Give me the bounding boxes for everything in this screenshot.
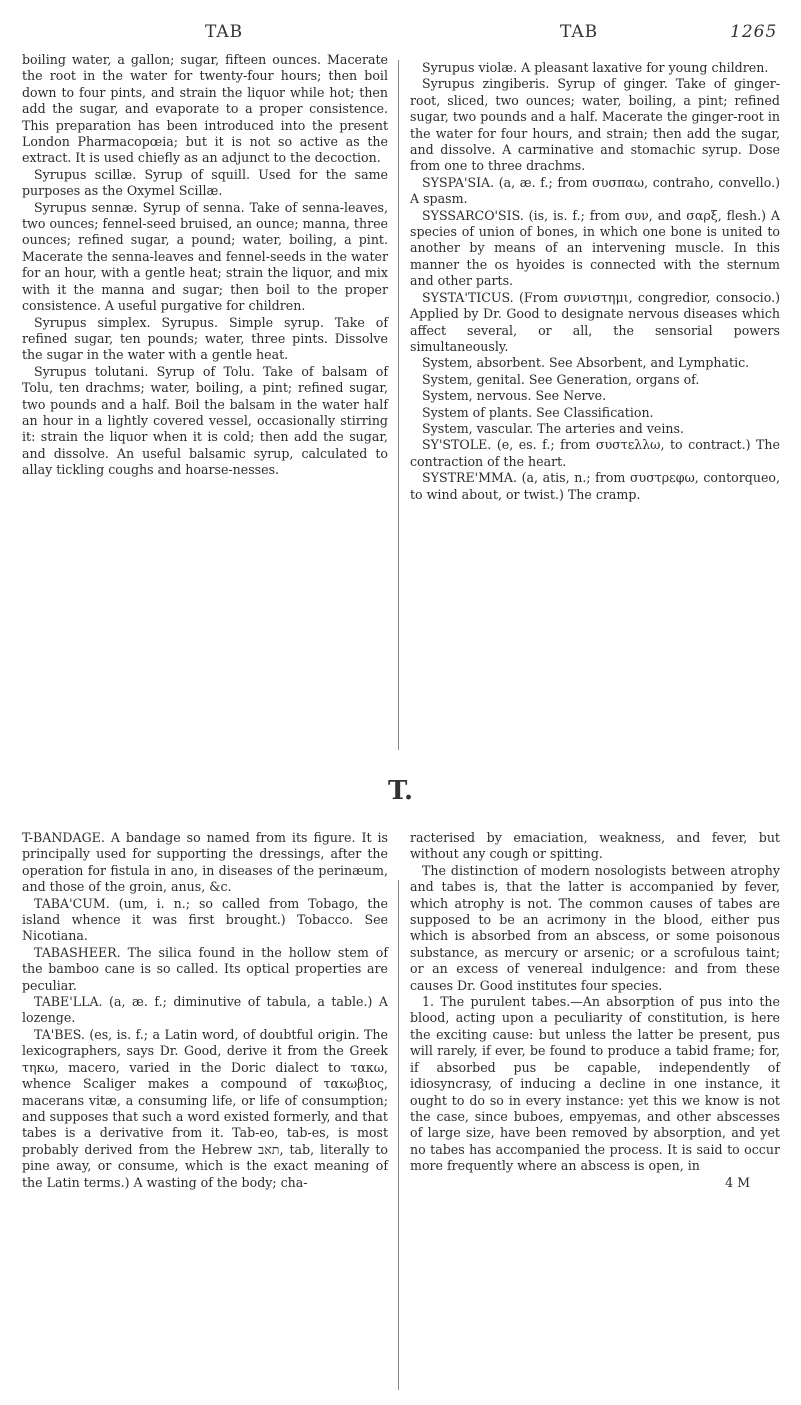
running-head-left: TAB [205,22,244,42]
entry-paragraph: TABA'CUM. (um, i. n.; so called from Tobago, the island whence it was first brought.) Tobacco. See Nicotiana. [22,895,388,944]
column-rule-bottom [398,880,399,1390]
entry-paragraph: SYSSARCO'SIS. (is, is. f.; from συν, and σαρξ, flesh.) A species of union of bones, in which one bone is united to another by means of an intervening muscle. In this manner the os hyoides is connected with the sternum and other parts. [410,207,780,289]
bottom-left-column [22,830,388,1191]
entry-paragraph: boiling water, a gallon; sugar, fifteen ounces. Macerate the root in the water for twenty-four hours; then boil down to four pints, and strain the liquor while hot; then add the sugar, and evaporate to a proper consistence. This preparation has been introduced into the present London Pharmacopœia; but it is not so active as the extract. It is used chiefly as an adjunct to the decoction. [22,52,388,166]
bottom-right-column [410,830,780,1191]
entry-paragraph: 1. The purulent tabes.—An absorption of pus into the blood, acting upon a peculiarity of constitution, is here the exciting cause: but unless the latter be present, pus will rarely, if ever, be found to produce a tabid frame; for, if absorbed pus be capable, independently of idiosyncrasy, of inducing a decline in one instance, it ought to do so in every instance: yet this we know is not the case, since buboes, empyemas, and other abscesses of large size, have been removed by absorption, and yet no tabes has accompanied the process. It is said to occur more frequently where an abscess is open, in [410,994,780,1174]
entry-paragraph: Syrupus simplex. Syrupus. Simple syrup. Take of refined sugar, ten pounds; water, three pints. Dissolve the sugar in the water with a gentle heat. [22,314,388,363]
entry-paragraph: TABASHEER. The silica found in the hollow stem of the bamboo cane is so called. Its optical properties are peculiar. [22,944,388,993]
entry-paragraph: TABE'LLA. (a, æ. f.; diminutive of tabula, a table.) A lozenge. [22,994,388,1026]
running-head-right: TAB [560,22,599,42]
entry-paragraph: Syrupus violæ. A pleasant laxative for young children. [422,60,769,75]
entry-paragraph: Syrupus zingiberis. Syrup of ginger. Take of ginger-root, sliced, two ounces; water, boiling, a pint; refined sugar, two pounds and a half. Macerate the ginger-root in the water for four hours, and strain; then add the sugar, and dissolve. A carminative and stomachic syrup. Dose from one to three drachms. [410,76,780,174]
entry-paragraph: System, nervous. See Nerve. [422,388,607,404]
entry-paragraph: SY'STOLE. (e, es. f.; from συστελλω, to contract.) The contraction of the heart. [410,437,780,469]
top-left-column [22,52,388,479]
entry-paragraph: System of plants. See Classification. [422,404,654,420]
signature-mark: 4 M [725,1174,750,1190]
entry-paragraph: System, vascular. The arteries and veins. [422,420,684,436]
page-number: 1265 [730,22,778,42]
section-letter: T. [387,776,414,806]
top-right-column [410,60,780,503]
entry-paragraph: The distinction of modern nosologists between atrophy and tabes is, that the latter is accompanied by fever, which atrophy is not. The common causes of tabes are supposed to be an acrimony in the blood, either pus which is absorbed from an abscess, or some poisonous substance, as mercury or arsenic; or a scrofulous taint; or an excess of venereal indulgence: and from these causes Dr. Good institutes four species. [410,862,780,993]
entry-paragraph: racterised by emaciation, weakness, and fever, but without any cough or spitting. [410,830,780,862]
entry-paragraph: SYSTA'TICUS. (From συνιστημι, congredior, consocio.) Applied by Dr. Good to designate nervous diseases which affect several, or all, the sensorial powers simultaneously. [410,289,780,354]
entry-paragraph: Syrupus sennæ. Syrup of senna. Take of senna-leaves, two ounces; fennel-seed bruised, an ounce; manna, three ounces; refined sugar, a pound; water, boiling, a pint. Macerate the senna-leaves and fennel-seeds in the water for an hour, with a gentle heat; strain the liquor, and mix with it the manna and sugar; then boil to the proper consistence. A useful purgative for children. [22,199,388,314]
entry-paragraph: TA'BES. (es, is. f.; a Latin word, of doubtful origin. The lexicographers, says Dr. Good, derive it from the Greek τηκω, macero, varied in the Doric dialect to τακω, whence Scaliger makes a compound of τακωβιος, macerans vitæ, a consuming life, or life of consumption; and supposes that such a word existed formerly, and that tabes is a derivative from it. Tab-eo, tab-es, is most probably derived from the Hebrew תאב, tab, literally to pine away, or consume, which is the exact meaning of the Latin terms.) A wasting of the body; cha- [22,1026,389,1190]
entry-paragraph: System, genital. See Generation, organs of. [422,371,700,387]
entry-paragraph: SYSTRE'MMA. (a, atis, n.; from συστρεφω, contorqueo, to wind about, or twist.) The cramp. [410,470,780,502]
entry-paragraph: System, absorbent. See Absorbent, and Lymphatic. [422,355,750,371]
column-rule-top [398,60,399,750]
entry-paragraph: T-BANDAGE. A bandage so named from its figure. It is principally used for supporting the dressings, after the operation for fistula in ano, in diseases of the perinæum, and those of the groin, anus, &c. [22,830,388,895]
entry-paragraph: SYSPA'SIA. (a, æ. f.; from συσπαω, contraho, convello.) A spasm. [410,174,780,207]
entry-paragraph: Syrupus tolutani. Syrup of Tolu. Take of balsam of Tolu, ten drachms; water, boiling, a pint; refined sugar, two pounds and a half. Boil the balsam in the water half an hour in a lightly covered vessel, occasionally stirring it: strain the liquor when it is cold; then add the sugar, and dissolve. An useful balsamic syrup, calculated to allay tickling coughs and hoarse-nesses. [22,363,388,478]
entry-paragraph: Syrupus scillæ. Syrup of squill. Used for the same purposes as the Oxymel Scillæ. [22,166,388,199]
